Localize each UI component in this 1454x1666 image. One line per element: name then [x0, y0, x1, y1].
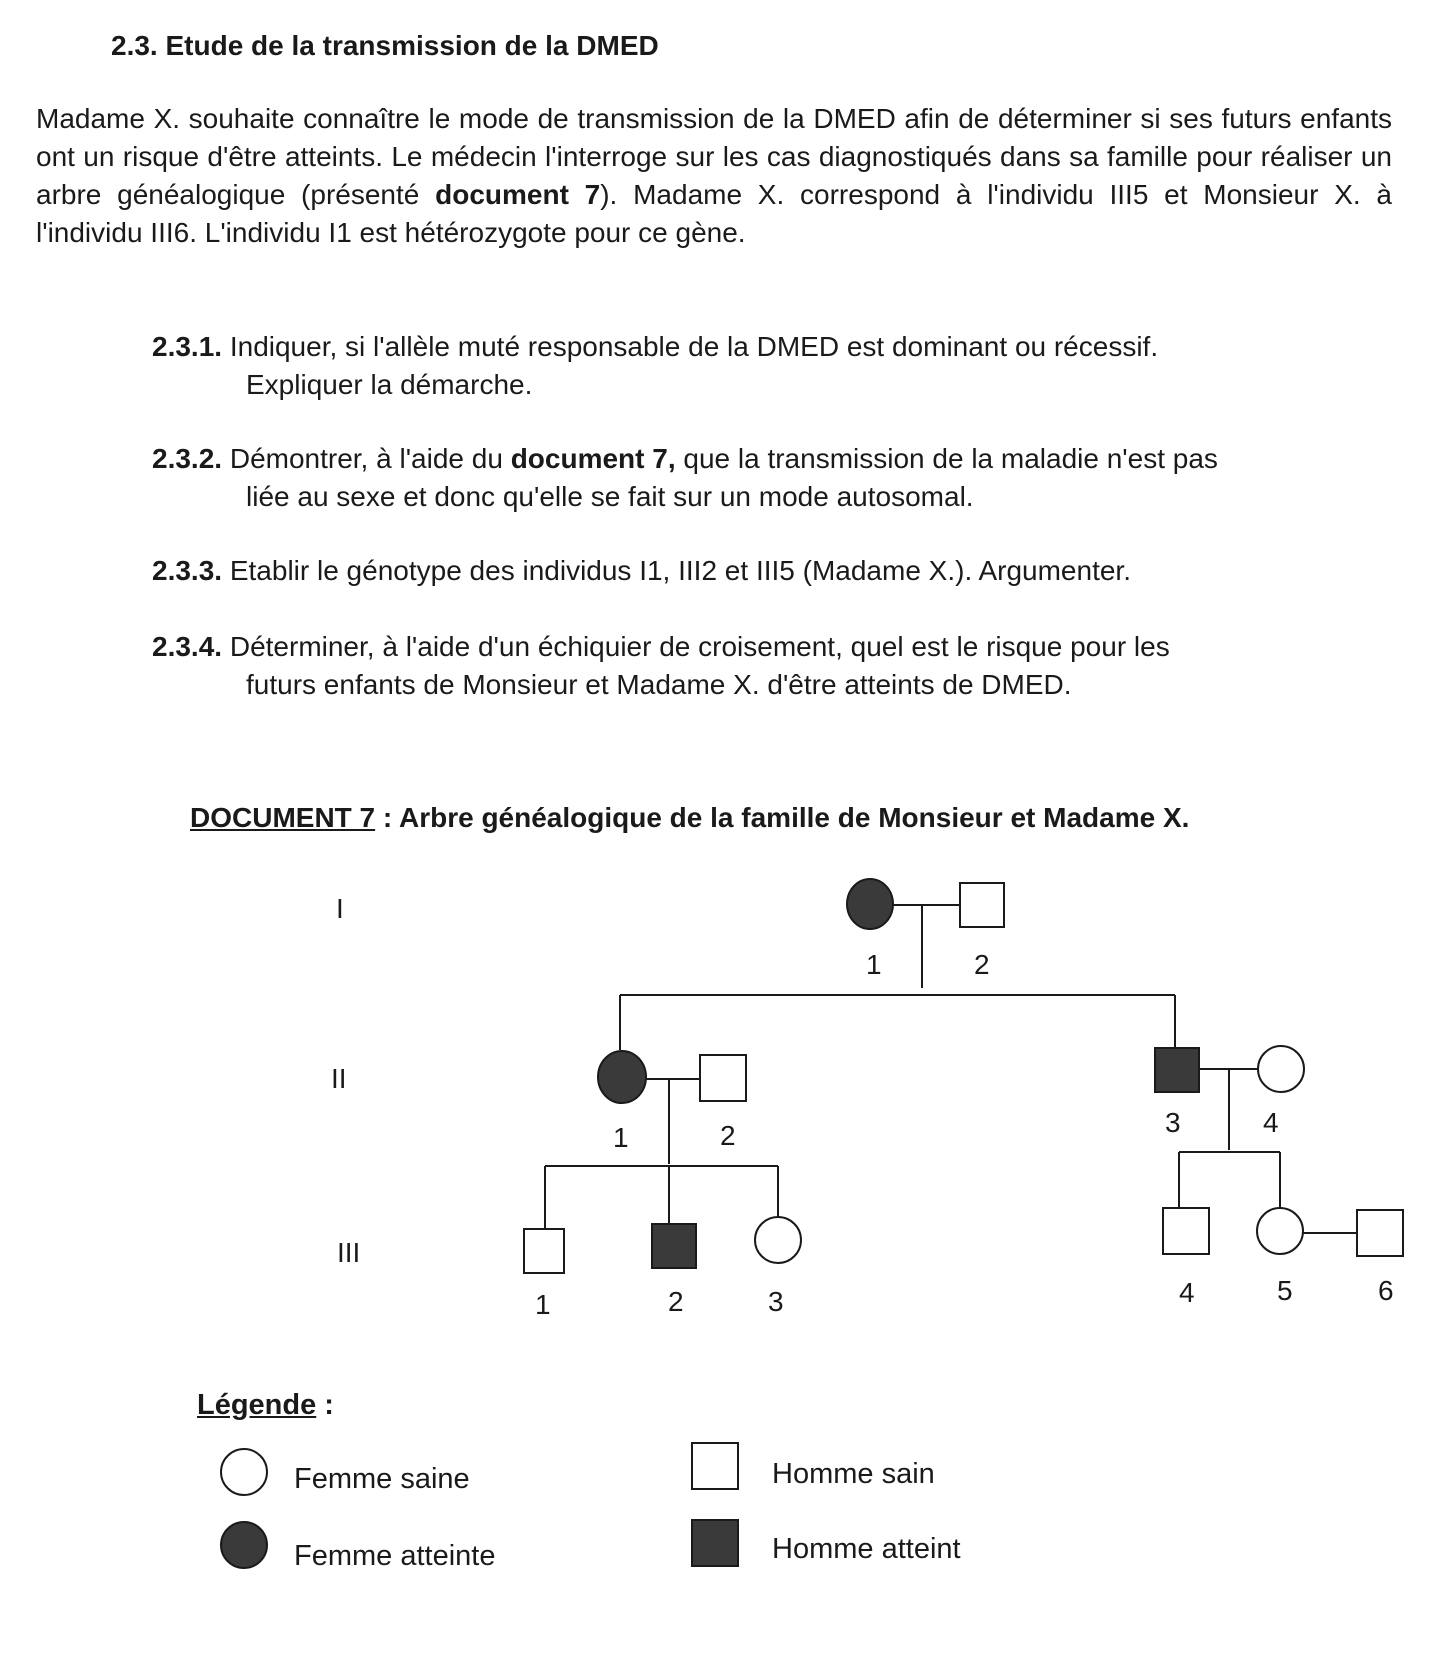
question-text: Déterminer, à l'aide d'un échiquier de croisement, quel est le risque pour les: [229, 631, 1170, 662]
label-I2: 2: [974, 949, 990, 980]
label-II2: 2: [720, 1120, 736, 1151]
individual-III3-healthy-female: [755, 1217, 801, 1263]
individual-II1-affected-female: [598, 1051, 646, 1103]
generation-label-II: II: [331, 1063, 347, 1094]
individual-I2-healthy-male: [960, 883, 1004, 927]
intro-text-2: ). Madame X. correspond à l'individu III5 et Monsieur X. à l'individu III6. L'individu I1 est hétérozygote pour ce gène.: [36, 179, 1392, 248]
individual-III1-healthy-male: [524, 1229, 564, 1273]
question-text-cont: liée au sexe et donc qu'elle se fait sur un mode autosomal.: [246, 481, 974, 512]
label-II3: 3: [1165, 1107, 1181, 1138]
question-text-pre: Démontrer, à l'aide du: [229, 443, 511, 474]
generation-label-III: III: [337, 1237, 361, 1268]
individual-III5-healthy-female: [1257, 1208, 1303, 1254]
legend-homme-atteint: Homme atteint: [772, 1533, 961, 1565]
document-separator: :: [375, 802, 399, 833]
question-number: 2.3.2.: [152, 443, 223, 474]
section-title: Etude de la transmission de la DMED: [165, 30, 659, 61]
individual-III6-healthy-male: [1357, 1210, 1403, 1256]
label-II4: 4: [1263, 1107, 1279, 1138]
individual-II3-affected-male: [1155, 1048, 1199, 1092]
legend-title: [197, 1389, 334, 1422]
label-III5: 5: [1277, 1275, 1293, 1306]
legend-title-separator: :: [316, 1389, 334, 1421]
individual-I1-affected-female: [847, 879, 893, 929]
label-III6: 6: [1378, 1275, 1394, 1306]
legend-healthy-female-symbol: [221, 1449, 267, 1495]
section-number: 2.3.: [111, 30, 158, 61]
generation-label-I: I: [336, 893, 344, 924]
question-text-cont: Expliquer la démarche.: [246, 369, 533, 400]
legend-homme-sain: Homme sain: [772, 1458, 935, 1490]
label-III3: 3: [768, 1286, 784, 1317]
legend-femme-saine: Femme saine: [294, 1463, 470, 1495]
question-text: Etablir le génotype des individus I1, III2 et III5 (Madame X.). Argumenter.: [229, 555, 1131, 586]
document-caption: Arbre généalogique de la famille de Monsieur et Madame X.: [398, 802, 1190, 833]
legend-affected-female-symbol: [221, 1522, 267, 1568]
document-label: DOCUMENT 7: [190, 802, 376, 833]
label-III2: 2: [668, 1286, 684, 1317]
intro-doc-ref: document 7: [435, 179, 601, 210]
question-text-cont: futurs enfants de Monsieur et Madame X. d'être atteints de DMED.: [246, 669, 1072, 700]
label-II1: 1: [613, 1122, 629, 1153]
individual-II2-healthy-male: [700, 1055, 746, 1101]
intro-text-1: Madame X. souhaite connaître le mode de transmission de la DMED afin de déterminer si ses futurs enfants ont un risque d'être atteints. Le médecin l'interroge sur les cas diagnostiqués dans sa famille pour réaliser un arbre généalogique (présenté: [36, 103, 1392, 210]
question-text: Indiquer, si l'allèle muté responsable de la DMED est dominant ou récessif.: [229, 331, 1159, 362]
legend-affected-male-symbol: [692, 1520, 738, 1566]
question-number: 2.3.4.: [152, 631, 223, 662]
individual-III2-affected-male: [652, 1224, 696, 1268]
legend-healthy-male-symbol: [692, 1443, 738, 1489]
legend-femme-atteinte: Femme atteinte: [294, 1540, 496, 1572]
individual-II4-healthy-female: [1258, 1046, 1304, 1092]
legend-title-text: Légende: [197, 1389, 317, 1421]
pedigree-lines: [545, 905, 1357, 1233]
label-III4: 4: [1179, 1277, 1195, 1308]
question-text: que la transmission de la maladie n'est pas: [675, 443, 1218, 474]
label-III1: 1: [535, 1289, 551, 1320]
question-number: 2.3.1.: [152, 331, 223, 362]
label-I1: 1: [866, 949, 882, 980]
question-number: 2.3.3.: [152, 555, 223, 586]
individual-III4-healthy-male: [1163, 1208, 1209, 1254]
question-doc-ref: document 7,: [510, 443, 676, 474]
